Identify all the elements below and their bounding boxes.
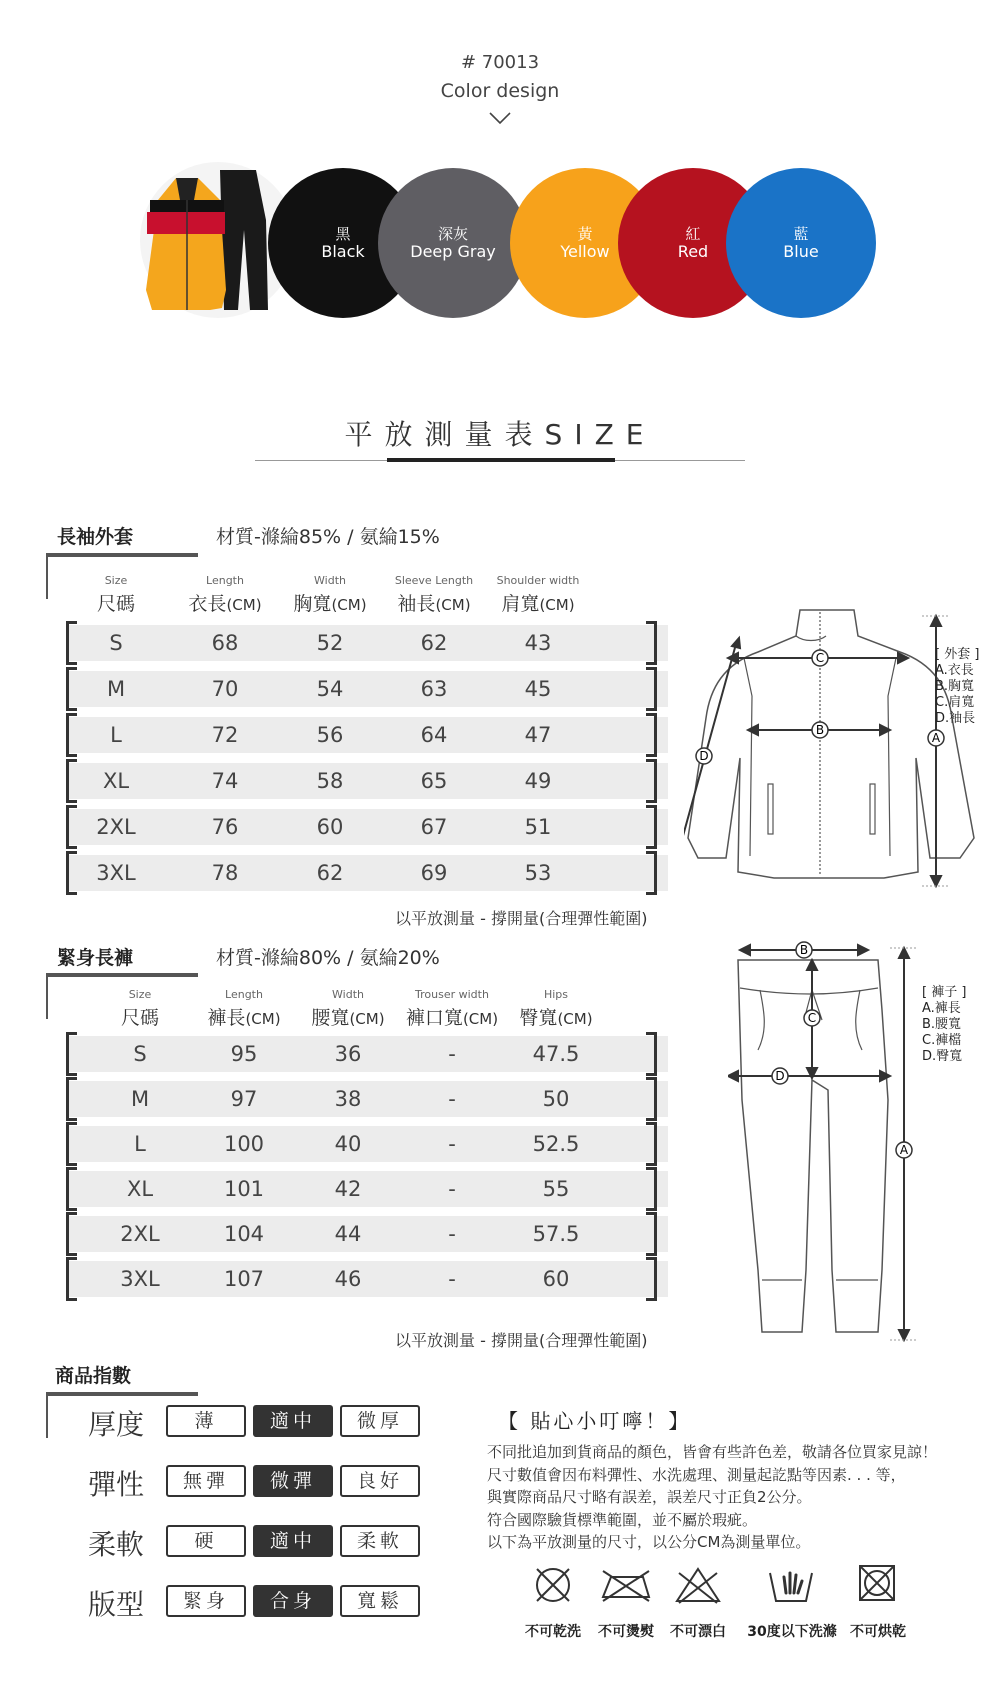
index-option: 無彈 <box>166 1465 246 1497</box>
diagram-label-c: C <box>807 1011 817 1025</box>
column-header-zh: 衣長 <box>188 593 227 615</box>
color-design-title: Color design <box>440 80 560 102</box>
index-option: 柔軟 <box>340 1525 420 1557</box>
legend-item: D.臀寬 <box>922 1049 963 1064</box>
value-cell: 95 <box>230 1042 258 1066</box>
tips-line: 以下為平放測量的尺寸，以公分CM為測量單位。 <box>487 1533 811 1551</box>
value-cell: 47 <box>524 723 552 747</box>
value-cell: 76 <box>211 815 239 839</box>
size-cell: L <box>110 723 122 747</box>
row-bracket <box>646 851 657 895</box>
section-rule <box>46 1392 198 1396</box>
column-unit: (CM) <box>539 596 575 614</box>
column-unit: (CM) <box>557 1010 593 1028</box>
value-cell: 68 <box>211 631 239 655</box>
column-header-zh: 褲口寬 <box>405 1007 463 1029</box>
value-cell: 107 <box>223 1267 265 1291</box>
row-bracket <box>646 1212 657 1256</box>
pants-measure-note: 以平放測量 - 撐開量(合理彈性範圍) <box>395 1331 648 1350</box>
legend-item: B.胸寬 <box>935 679 975 694</box>
value-cell: 69 <box>420 861 448 885</box>
wash-30-icon <box>766 1563 816 1605</box>
legend-title: [ 褲子 ] <box>922 985 967 1000</box>
color-swatch <box>726 168 876 318</box>
size-cell: 3XL <box>96 861 136 885</box>
color-name-zh: 黑 <box>335 225 351 243</box>
pants-legend <box>922 985 966 1065</box>
value-cell: 64 <box>420 723 448 747</box>
value-cell: 60 <box>542 1267 570 1291</box>
index-option: 緊身 <box>166 1585 246 1617</box>
index-option-selected: 適中 <box>253 1405 333 1437</box>
color-name-en: Black <box>321 242 365 261</box>
jacket-legend <box>935 647 979 727</box>
color-name-en: Yellow <box>560 242 610 261</box>
column-header-en: Size <box>104 574 128 587</box>
value-cell: 56 <box>316 723 344 747</box>
value-cell: 38 <box>334 1087 362 1111</box>
value-cell: 100 <box>223 1132 265 1156</box>
size-cell: M <box>106 677 126 701</box>
tips-title: 【 貼心小叮嚀！】 <box>498 1409 692 1433</box>
pants-material: 材質-滌綸80% / 氨綸20% <box>216 947 440 969</box>
value-cell: 74 <box>211 769 239 793</box>
value-cell: 55 <box>542 1177 570 1201</box>
jacket-material: 材質-滌綸85% / 氨綸15% <box>216 526 440 548</box>
jacket-section-title: 長袖外套 <box>57 526 134 548</box>
color-name-zh: 紅 <box>685 225 701 243</box>
index-option: 寬鬆 <box>340 1585 420 1617</box>
size-cell: S <box>133 1042 147 1066</box>
value-cell: 54 <box>316 677 344 701</box>
legend-item: B.腰寬 <box>922 1017 962 1032</box>
value-cell: 58 <box>316 769 344 793</box>
column-header-zh: 尺碼 <box>96 593 135 615</box>
tips-line: 尺寸數值會因布料彈性、水洗處理、測量起訖點等因素. . . 等， <box>487 1465 906 1484</box>
value-cell: 60 <box>316 815 344 839</box>
value-cell: 101 <box>223 1177 265 1201</box>
pants-section-title: 緊身長褲 <box>57 947 134 969</box>
column-header-en: Sleeve Length <box>394 574 474 587</box>
column-unit: (CM) <box>226 596 262 614</box>
color-name-en: Deep Gray <box>410 242 496 261</box>
tips-line: 符合國際驗貨標準範圍，並不屬於瑕疵。 <box>487 1510 758 1529</box>
index-option: 微厚 <box>340 1405 420 1437</box>
index-option: 良好 <box>340 1465 420 1497</box>
value-cell: 72 <box>211 723 239 747</box>
column-unit: (CM) <box>435 596 471 614</box>
color-name-zh: 黃 <box>577 225 593 243</box>
row-bracket <box>646 621 657 665</box>
column-header <box>468 574 608 616</box>
section-rule <box>46 973 198 977</box>
column-header-zh: 肩寬 <box>501 593 540 615</box>
value-cell: 49 <box>524 769 552 793</box>
column-header-en: Width <box>332 988 364 1001</box>
column-header <box>486 988 626 1030</box>
column-header-en: Size <box>128 988 152 1001</box>
value-cell: 46 <box>334 1267 362 1291</box>
value-cell: 78 <box>211 861 239 885</box>
value-cell: 51 <box>524 815 552 839</box>
value-cell: 97 <box>230 1087 258 1111</box>
column-header-zh: 腰寬 <box>311 1007 350 1029</box>
care-label: 不可烘乾 <box>850 1624 906 1640</box>
value-cell: 42 <box>334 1177 362 1201</box>
column-unit: (CM) <box>349 1010 385 1028</box>
diagram-label-b: B <box>799 943 809 957</box>
row-bracket <box>646 713 657 757</box>
column-header-en: Length <box>206 574 244 587</box>
color-name-zh: 深灰 <box>437 225 468 243</box>
value-cell: 52 <box>316 631 344 655</box>
column-unit: (CM) <box>245 1010 281 1028</box>
care-label: 30度以下洗滌 <box>747 1624 837 1640</box>
jacket-measure-note: 以平放測量 - 撐開量(合理彈性範圍) <box>395 909 648 928</box>
column-header-zh: 胸寬 <box>293 593 332 615</box>
diagram-label-d: D <box>775 1069 785 1083</box>
column-header-en: Trouser width <box>415 988 489 1001</box>
column-header-zh: 臀寬 <box>519 1007 558 1029</box>
legend-title: [ 外套 ] <box>935 647 980 662</box>
value-cell: 50 <box>542 1087 570 1111</box>
row-bracket <box>646 1032 657 1076</box>
column-header-zh: 褲長 <box>207 1007 246 1029</box>
row-bracket <box>646 667 657 711</box>
value-cell: 62 <box>420 631 448 655</box>
care-label: 不可燙熨 <box>598 1624 654 1640</box>
value-cell: 53 <box>524 861 552 885</box>
column-header-en: Width <box>314 574 346 587</box>
care-label: 不可乾洗 <box>525 1624 581 1640</box>
legend-item: D.袖長 <box>935 711 976 726</box>
column-header-zh: 袖長 <box>397 593 436 615</box>
size-cell: 2XL <box>96 815 136 839</box>
column-header-en: Hips <box>543 988 569 1001</box>
size-cell: 2XL <box>120 1222 160 1246</box>
size-table-title: 平放測量表SIZE <box>344 418 656 451</box>
tips-line: 不同批追加到貨商品的顏色，皆會有些許色差，敬請各位買家見諒！ <box>487 1443 938 1461</box>
pants-diagram <box>728 940 928 1350</box>
row-bracket <box>646 805 657 849</box>
color-name-zh: 藍 <box>793 225 809 243</box>
value-cell: - <box>448 1042 456 1066</box>
value-cell: 67 <box>420 815 448 839</box>
value-cell: - <box>448 1132 456 1156</box>
index-option-selected: 微彈 <box>253 1465 333 1497</box>
index-section-title: 商品指數 <box>55 1365 132 1387</box>
value-cell: 45 <box>524 677 552 701</box>
legend-item: A.褲長 <box>922 1001 961 1016</box>
row-bracket <box>646 1257 657 1301</box>
row-bracket <box>646 759 657 803</box>
value-cell: 43 <box>524 631 552 655</box>
index-label: 厚度 <box>88 1408 145 1441</box>
column-header-en: Shoulder width <box>496 574 580 587</box>
color-name-en: Blue <box>783 242 819 261</box>
section-rule <box>46 553 198 557</box>
value-cell: 57.5 <box>532 1222 580 1246</box>
diagram-label-a: A <box>931 731 941 745</box>
chevron-down-icon <box>487 110 513 126</box>
index-option-selected: 合身 <box>253 1585 333 1617</box>
no-dry-clean-icon <box>533 1565 573 1605</box>
index-option: 薄 <box>166 1405 246 1437</box>
value-cell: 52.5 <box>532 1132 580 1156</box>
index-label: 彈性 <box>88 1468 145 1501</box>
row-bracket <box>646 1167 657 1211</box>
size-cell: M <box>130 1087 150 1111</box>
no-iron-icon <box>597 1565 655 1605</box>
value-cell: 63 <box>420 677 448 701</box>
tips-body <box>487 1441 967 1554</box>
size-cell: XL <box>102 769 130 793</box>
value-cell: 40 <box>334 1132 362 1156</box>
tips-line: 與實際商品尺寸略有誤差，誤差尺寸正負2公分。 <box>487 1488 812 1506</box>
index-option-selected: 適中 <box>253 1525 333 1557</box>
row-bracket <box>646 1122 657 1166</box>
divider-accent <box>387 458 615 462</box>
value-cell: 47.5 <box>532 1042 580 1066</box>
section-rule <box>46 1392 48 1438</box>
value-cell: 65 <box>420 769 448 793</box>
value-cell: - <box>448 1267 456 1291</box>
color-name-en: Red <box>677 242 709 261</box>
diagram-label-d: D <box>699 749 709 763</box>
size-cell: XL <box>126 1177 154 1201</box>
diagram-label-b: B <box>815 723 825 737</box>
legend-item: C.褲檔 <box>922 1033 962 1048</box>
value-cell: - <box>448 1177 456 1201</box>
value-cell: 104 <box>223 1222 265 1246</box>
value-cell: 44 <box>334 1222 362 1246</box>
product-code: # 70013 <box>460 52 540 73</box>
color-swatch <box>378 168 528 318</box>
index-label: 柔軟 <box>88 1528 145 1561</box>
row-bracket <box>646 1077 657 1121</box>
column-header-zh: 尺碼 <box>120 1007 159 1029</box>
value-cell: 62 <box>316 861 344 885</box>
index-label: 版型 <box>88 1588 145 1621</box>
legend-item: A.衣長 <box>935 663 974 678</box>
size-cell: S <box>109 631 123 655</box>
column-unit: (CM) <box>462 1010 499 1028</box>
no-bleach-icon <box>673 1565 723 1605</box>
diagram-label-c: C <box>815 651 825 665</box>
index-option: 硬 <box>166 1525 246 1557</box>
value-cell: - <box>448 1087 456 1111</box>
value-cell: 36 <box>334 1042 362 1066</box>
value-cell: 70 <box>211 677 239 701</box>
legend-item: C.肩寬 <box>935 695 975 710</box>
section-rule <box>46 973 48 1019</box>
value-cell: - <box>448 1222 456 1246</box>
size-cell: L <box>134 1132 146 1156</box>
column-header-en: Length <box>225 988 263 1001</box>
care-label: 不可漂白 <box>670 1624 726 1640</box>
diagram-label-a: A <box>899 1143 909 1157</box>
size-cell: 3XL <box>120 1267 160 1291</box>
no-tumble-dry-icon <box>857 1563 897 1603</box>
column-unit: (CM) <box>331 596 367 614</box>
